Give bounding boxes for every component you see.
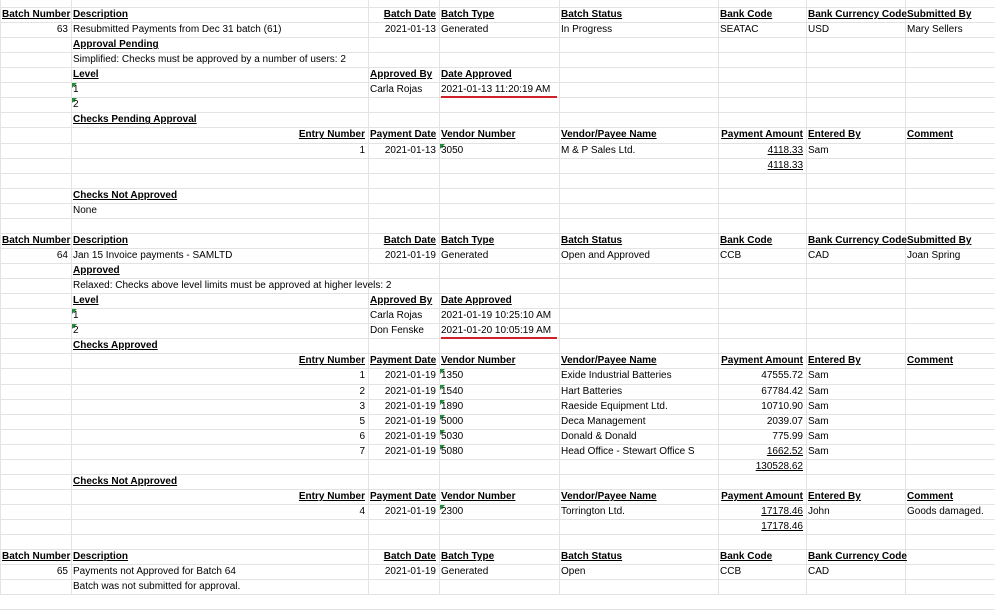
header-payment-date[interactable]: Payment Date	[370, 355, 437, 367]
checks-total[interactable]: 4118.33	[767, 159, 803, 171]
header-batch-number[interactable]: Batch Number	[2, 551, 71, 563]
entry-number[interactable]: 1	[359, 370, 365, 382]
header-entered-by[interactable]: Entered By	[808, 355, 861, 367]
header-approved-by[interactable]: Approved By	[370, 295, 433, 307]
entered-by[interactable]: Sam	[808, 370, 829, 382]
header-entered-by[interactable]: Entered By	[808, 490, 861, 502]
header-bank-code[interactable]: Bank Code	[720, 551, 773, 563]
approval-rule[interactable]: Relaxed: Checks above level limits must be approved at higher levels: 2	[73, 280, 392, 292]
header-description[interactable]: Description	[73, 234, 129, 246]
vendor-payee-name[interactable]: Exide Industrial Batteries	[561, 370, 672, 382]
batch-description[interactable]: Jan 15 Invoice payments - SAMLTD	[73, 249, 233, 261]
entry-number[interactable]: 1	[359, 144, 365, 156]
header-bank-currency-code[interactable]: Bank Currency Code	[808, 551, 907, 563]
header-vendor-payee-name[interactable]: Vendor/Payee Name	[561, 490, 657, 502]
vendor-payee-name[interactable]: Torrington Ltd.	[561, 505, 625, 517]
bank-code[interactable]: CCB	[720, 249, 742, 261]
entry-number[interactable]: 4	[359, 505, 365, 517]
vendor-number[interactable]: 1350	[441, 370, 464, 382]
entered-by[interactable]: Sam	[808, 400, 829, 412]
approval-status[interactable]: Approved	[73, 265, 120, 277]
date-approved[interactable]: 2021-01-13 11:20:19 AM	[441, 84, 551, 96]
submitted-by[interactable]: Mary Sellers	[907, 24, 963, 36]
payment-date[interactable]: 2021-01-19	[384, 430, 436, 442]
row-gridline	[0, 203, 995, 204]
row-gridline	[0, 459, 995, 460]
vendor-number[interactable]: 5080	[441, 445, 464, 457]
row-gridline	[0, 534, 995, 535]
payment-amount[interactable]: 4118.33	[767, 144, 803, 156]
checks-section-title[interactable]: Checks Approved	[73, 340, 158, 352]
header-date-approved[interactable]: Date Approved	[441, 69, 512, 81]
entered-by[interactable]: Sam	[808, 415, 829, 427]
header-batch-date[interactable]: Batch Date	[383, 234, 436, 246]
header-comment[interactable]: Comment	[907, 490, 954, 502]
payment-amount[interactable]: 17178.46	[761, 505, 803, 517]
row-gridline	[0, 158, 995, 159]
batch-date[interactable]: 2021-01-19	[384, 566, 436, 578]
payment-date[interactable]: 2021-01-19	[384, 370, 436, 382]
header-batch-status[interactable]: Batch Status	[561, 9, 623, 20]
header-vendor-number[interactable]: Vendor Number	[441, 355, 516, 367]
batch-type[interactable]: Generated	[441, 249, 489, 261]
batch-description[interactable]: Payments not Approved for Batch 64	[73, 566, 236, 578]
header-batch-number[interactable]: Batch Number	[2, 234, 71, 246]
entry-number[interactable]: 2	[359, 385, 365, 397]
vendor-payee-name[interactable]: Head Office - Stewart Office S	[561, 445, 695, 457]
header-bank-code[interactable]: Bank Code	[720, 234, 773, 246]
batch-number[interactable]: 64	[56, 249, 68, 261]
header-submitted-by[interactable]: Submitted By	[907, 234, 972, 246]
header-vendor-number[interactable]: Vendor Number	[441, 129, 516, 141]
header-batch-status[interactable]: Batch Status	[561, 234, 623, 246]
header-batch-date[interactable]: Batch Date	[383, 9, 436, 20]
row-gridline	[0, 519, 995, 520]
batch-description[interactable]: Resubmitted Payments from Dec 31 batch (61)	[73, 24, 282, 36]
vendor-number[interactable]: 1890	[441, 400, 464, 412]
row-gridline	[0, 263, 995, 264]
entry-number[interactable]: 7	[359, 445, 365, 457]
vendor-number[interactable]: 2300	[441, 505, 464, 517]
header-bank-currency-code[interactable]: Bank Currency Code	[808, 234, 907, 246]
header-batch-status[interactable]: Batch Status	[561, 551, 623, 563]
header-payment-date[interactable]: Payment Date	[370, 490, 437, 502]
header-comment[interactable]: Comment	[907, 355, 954, 367]
batch-status[interactable]: In Progress	[561, 24, 613, 36]
header-batch-number[interactable]: Batch Number	[2, 9, 71, 20]
bank-currency-code[interactable]: CAD	[808, 566, 830, 578]
checks-not-approved-title[interactable]: Checks Not Approved	[73, 189, 178, 201]
comment[interactable]: Goods damaged.	[907, 505, 984, 517]
payment-date[interactable]: 2021-01-19	[384, 415, 436, 427]
vendor-number[interactable]: 1540	[441, 385, 464, 397]
row-gridline	[0, 218, 995, 219]
vendor-number[interactable]: 5000	[441, 415, 464, 427]
not-approved-total[interactable]: 17178.46	[761, 521, 803, 533]
checks-not-approved-none[interactable]: None	[73, 204, 97, 216]
vendor-payee-name[interactable]: M & P Sales Ltd.	[561, 144, 636, 156]
bank-currency-code[interactable]: CAD	[808, 249, 830, 261]
batch-number[interactable]: 65	[56, 566, 68, 578]
header-vendor-number[interactable]: Vendor Number	[441, 490, 516, 502]
payment-amount[interactable]: 775.99	[772, 430, 803, 442]
header-batch-type[interactable]: Batch Type	[441, 234, 495, 246]
header-bank-currency-code[interactable]: Bank Currency Code	[808, 9, 907, 20]
red-highlight-underline	[441, 337, 557, 339]
approval-rule[interactable]: Simplified: Checks must be approved by a number of users: 2	[73, 54, 346, 66]
approved-by[interactable]: Don Fenske	[370, 325, 424, 337]
entered-by[interactable]: Sam	[808, 445, 829, 457]
column-gridline	[806, 0, 807, 595]
header-entry-number[interactable]: Entry Number	[298, 355, 365, 367]
header-description[interactable]: Description	[73, 9, 129, 20]
submitted-by[interactable]: Joan Spring	[907, 249, 961, 261]
payment-amount[interactable]: 2039.07	[766, 415, 803, 427]
header-description[interactable]: Description	[73, 551, 129, 563]
bank-code[interactable]: SEATAC	[720, 24, 759, 36]
payment-date[interactable]: 2021-01-19	[384, 445, 436, 457]
payment-amount[interactable]: 10710.90	[761, 400, 803, 412]
batch-type[interactable]: Generated	[441, 24, 489, 36]
checks-not-approved-title[interactable]: Checks Not Approved	[73, 475, 178, 487]
checks-section-title[interactable]: Checks Pending Approval	[73, 114, 197, 126]
header-bank-code[interactable]: Bank Code	[720, 9, 773, 20]
payment-amount[interactable]: 67784.42	[761, 385, 803, 397]
date-approved[interactable]: 2021-01-20 10:05:19 AM	[441, 325, 552, 337]
approval-status[interactable]: Approval Pending	[73, 39, 159, 51]
header-vendor-payee-name[interactable]: Vendor/Payee Name	[561, 355, 657, 367]
approval-level[interactable]: 2	[73, 99, 79, 111]
entry-number[interactable]: 5	[359, 415, 365, 427]
payment-amount[interactable]: 1662.52	[766, 445, 803, 457]
vendor-number[interactable]: 3050	[441, 144, 464, 156]
batch-status[interactable]: Open and Approved	[561, 249, 650, 261]
header-entered-by[interactable]: Entered By	[808, 129, 861, 141]
approved-by[interactable]: Carla Rojas	[370, 84, 423, 96]
vendor-number[interactable]: 5030	[441, 430, 464, 442]
entry-number[interactable]: 3	[359, 400, 365, 412]
header-batch-date[interactable]: Batch Date	[383, 551, 436, 563]
approved-by[interactable]: Carla Rojas	[370, 310, 423, 322]
payment-date[interactable]: 2021-01-19	[384, 505, 436, 517]
vendor-payee-name[interactable]: Donald & Donald	[561, 430, 637, 442]
batch-status[interactable]: Open	[561, 566, 586, 578]
column-gridline	[905, 0, 906, 595]
header-batch-type[interactable]: Batch Type	[441, 9, 495, 20]
batch-type[interactable]: Generated	[441, 566, 489, 578]
header-date-approved[interactable]: Date Approved	[441, 295, 512, 307]
entered-by[interactable]: Sam	[808, 430, 829, 442]
date-approved[interactable]: 2021-01-19 10:25:10 AM	[441, 310, 552, 322]
batch-date[interactable]: 2021-01-13	[384, 24, 436, 36]
header-payment-amount[interactable]: Payment Amount	[721, 355, 803, 367]
column-gridline	[0, 0, 1, 595]
approval-level[interactable]: 1	[73, 310, 79, 322]
header-entry-number[interactable]: Entry Number	[298, 490, 365, 502]
approval-level[interactable]: 2	[73, 325, 79, 337]
row-gridline	[0, 173, 995, 174]
bank-code[interactable]: CCB	[720, 566, 742, 578]
header-approved-by[interactable]: Approved By	[370, 69, 433, 81]
vendor-payee-name[interactable]: Deca Management	[561, 415, 646, 427]
column-gridline	[559, 0, 560, 595]
vendor-payee-name[interactable]: Hart Batteries	[561, 385, 623, 397]
entered-by[interactable]: Sam	[808, 385, 829, 397]
header-comment[interactable]: Comment	[907, 129, 954, 141]
vendor-payee-name[interactable]: Raeside Equipment Ltd.	[561, 400, 668, 412]
payment-date[interactable]: 2021-01-19	[384, 385, 436, 397]
red-highlight-underline	[441, 96, 557, 98]
header-entry-number[interactable]: Entry Number	[298, 129, 365, 141]
header-level[interactable]: Level	[73, 295, 99, 307]
header-vendor-payee-name[interactable]: Vendor/Payee Name	[561, 129, 657, 141]
entered-by[interactable]: John	[808, 505, 830, 517]
batch-date[interactable]: 2021-01-19	[384, 249, 436, 261]
payment-date[interactable]: 2021-01-13	[384, 144, 436, 156]
payment-date[interactable]: 2021-01-19	[384, 400, 436, 412]
payment-amount[interactable]: 47555.72	[761, 370, 803, 382]
bank-currency-code[interactable]: USD	[808, 24, 830, 36]
header-payment-date[interactable]: Payment Date	[370, 129, 437, 141]
header-submitted-by[interactable]: Submitted By	[907, 9, 972, 20]
batch-note[interactable]: Batch was not submitted for approval.	[73, 581, 241, 593]
entered-by[interactable]: Sam	[808, 144, 829, 156]
approval-level[interactable]: 1	[73, 84, 79, 96]
entry-number[interactable]: 6	[359, 430, 365, 442]
batch-number[interactable]: 63	[56, 24, 68, 36]
header-payment-amount[interactable]: Payment Amount	[721, 490, 803, 502]
header-batch-type[interactable]: Batch Type	[441, 551, 495, 563]
header-level[interactable]: Level	[73, 69, 99, 81]
checks-total[interactable]: 130528.62	[755, 460, 803, 472]
header-payment-amount[interactable]: Payment Amount	[721, 129, 803, 141]
